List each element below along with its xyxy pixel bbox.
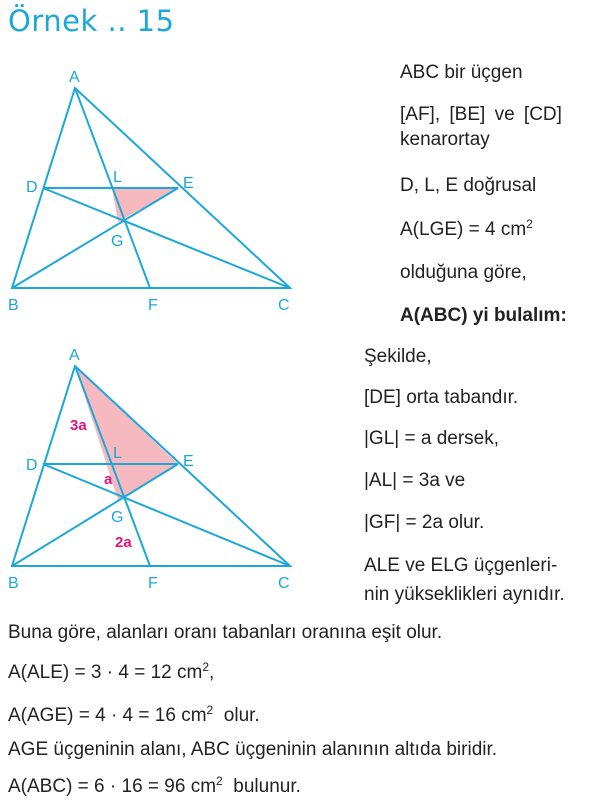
point-l-label-2: L [113,445,122,462]
point-d-label-2: D [26,457,38,474]
point-c-label: C [278,297,290,314]
area-age-line: A(AGE) = 4 · 4 = 16 $cm^2$ olur. [8,703,260,726]
point-d-label: D [26,179,38,196]
given-line-2: [AF], [BE] ve [CD] [400,104,562,125]
solution-line-3: |GL| = a dersek, [364,428,500,449]
bottom-line-4: AGE üçgeninin alanı, ABC üçgeninin alanının altıda biridir. [8,739,498,760]
given-area-lge: A(LGE) = 4 $cm^2$ [400,217,533,240]
given-line-3: kenarortay [400,129,490,150]
question-text: A(ABC) yi bulalım: [400,305,567,326]
point-a-label-2: A [69,347,80,364]
solution-line-2: [DE] orta tabandır. [364,387,519,408]
solution-line-6: ALE ve ELG üçgenleri- [364,555,558,576]
given-line-4: D, L, E doğrusal [400,175,537,196]
point-b-label: B [8,297,19,314]
point-g-label-2: G [111,509,124,526]
point-l-label: L [113,169,122,186]
solution-line-1: Şekilde, [364,346,432,367]
area-ale-line: A(ALE) = 3 · 4 = 12 $cm^2$, [8,660,215,683]
bottom-line-1: Buna göre, alanları oranı tabanları oranına eşit olur. [8,622,443,643]
point-e-label-2: E [183,453,194,470]
area-abc-result: A(ABC) = 6 · 16 = 96 $cm^2$ bulunur. [8,774,301,797]
point-c-label-2: C [278,575,290,592]
segment-lg-length: a [104,471,113,488]
point-g-label: G [111,233,124,250]
shaded-triangle-age [75,366,178,500]
point-a-label: A [69,69,80,86]
point-e-label: E [183,175,194,192]
point-f-label-2: F [148,575,158,592]
given-line-1: ABC bir üçgen [400,62,523,83]
point-b-label-2: B [8,575,19,592]
given-line-6: olduğuna göre, [400,262,527,283]
segment-al-length: 3a [70,417,87,434]
solution-line-4: |AL| = 3a ve [364,470,466,491]
point-f-label: F [148,297,158,314]
segment-gf-length: 2a [115,534,132,551]
solution-line-5: |GF| = 2a olur. [364,512,485,533]
solution-line-7: nin yükseklikleri aynıdır. [364,584,565,605]
example-title: Örnek .. 15 [8,4,175,38]
